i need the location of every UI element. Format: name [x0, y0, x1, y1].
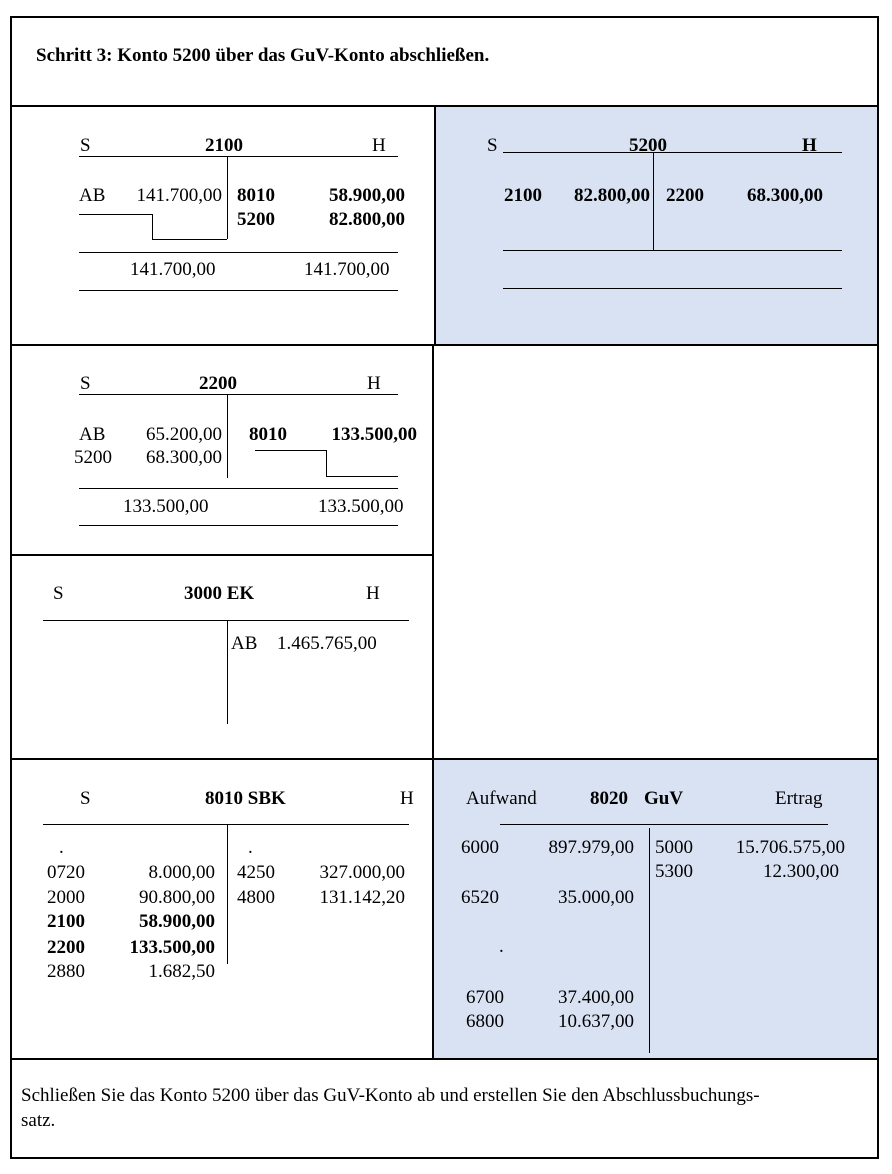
entry-code: 8010 [249, 424, 287, 445]
entry-code: 2100 [504, 185, 542, 206]
entry-code: AB [79, 424, 106, 445]
sum-line [79, 525, 398, 526]
entry-code: 2100 [47, 911, 85, 932]
entry-code: 6000 [461, 837, 499, 858]
haben-label: H [400, 788, 414, 809]
soll-label: S [80, 135, 91, 156]
grid-line [10, 554, 434, 556]
soll-label: S [80, 373, 91, 394]
entry-amount: 15.706.575,00 [735, 837, 845, 858]
entry-amount: 133.500,00 [331, 424, 417, 445]
soll-label: S [487, 135, 498, 156]
t-account-divider [227, 394, 228, 478]
entry-code: 5300 [655, 861, 693, 882]
haben-label: H [367, 373, 381, 394]
soll-label: S [53, 583, 64, 604]
haben-label: H [366, 583, 380, 604]
entry-amount: 897.979,00 [548, 837, 634, 858]
ertrag-label: Ertrag [775, 788, 823, 809]
soll-label: S [80, 788, 91, 809]
entry-amount: 327.000,00 [319, 862, 405, 883]
sum-line [79, 488, 398, 489]
grid-line [434, 106, 436, 345]
grid-line [10, 344, 879, 346]
buchhalternase-line [326, 450, 327, 476]
task-instruction-line2: satz. [21, 1110, 56, 1131]
t-account-divider [649, 828, 650, 1053]
entry-code: 2880 [47, 961, 85, 982]
account-number: 3000 EK [184, 583, 255, 604]
ellipsis-dot: . [248, 837, 253, 858]
entry-code: 0720 [47, 862, 85, 883]
entry-code: 6520 [461, 887, 499, 908]
t-account-divider [227, 824, 228, 964]
entry-code: 5000 [655, 837, 693, 858]
t-account-header-line [503, 152, 842, 153]
sum-line [79, 252, 398, 253]
account-number: 5200 [629, 135, 667, 156]
buchhalternase-line [152, 239, 227, 240]
entry-code: 6700 [466, 987, 504, 1008]
entry-amount: 12.300,00 [763, 861, 839, 882]
grid-line [10, 105, 879, 107]
account-number: 8010 SBK [205, 788, 286, 809]
buchhalternase-line [255, 450, 326, 451]
t-account-header-line [79, 394, 398, 395]
page-title: Schritt 3: Konto 5200 über das GuV-Konto abschließen. [36, 45, 490, 66]
entry-amount: 10.637,00 [558, 1011, 634, 1032]
entry-amount: 37.400,00 [558, 987, 634, 1008]
t-account-divider [653, 152, 654, 250]
entry-amount: 131.142,20 [319, 887, 405, 908]
sum-line [503, 288, 842, 289]
entry-code: AB [79, 185, 106, 206]
buchhalternase-line [326, 476, 398, 477]
entry-code: 5200 [237, 209, 275, 230]
entry-amount: 1.465.765,00 [277, 633, 377, 654]
entry-amount: 82.800,00 [329, 209, 405, 230]
account-number: 8020 [590, 788, 628, 809]
sum-line [79, 290, 398, 291]
entry-amount: 68.300,00 [747, 185, 823, 206]
entry-code: 2000 [47, 887, 85, 908]
aufwand-label: Aufwand [466, 788, 537, 809]
grid-line [10, 1058, 879, 1060]
entry-code: 4800 [237, 887, 275, 908]
sum-right: 141.700,00 [304, 259, 390, 280]
t-account-header-line [43, 620, 409, 621]
buchhalternase-line [152, 214, 153, 239]
entry-code: 4250 [237, 862, 275, 883]
entry-amount: 82.800,00 [574, 185, 650, 206]
t-account-header-line [79, 156, 398, 157]
grid-line [10, 758, 879, 760]
entry-amount: 1.682,50 [148, 961, 215, 982]
t-account-divider [227, 156, 228, 239]
account-number: 2100 [205, 135, 243, 156]
task-instruction: Schließen Sie das Konto 5200 über das GuV-Konto ab und erstellen Sie den Abschlussbuchungs- [21, 1085, 760, 1106]
haben-label: H [802, 135, 817, 156]
t-account-header-line [500, 824, 828, 825]
sum-left: 133.500,00 [123, 496, 209, 517]
sum-left: 141.700,00 [130, 259, 216, 280]
t-account-header-line [43, 824, 409, 825]
t-account-divider [227, 620, 228, 724]
entry-amount: 8.000,00 [148, 862, 215, 883]
entry-code: 8010 [237, 185, 275, 206]
entry-code: AB [231, 633, 258, 654]
entry-amount: 141.700,00 [136, 185, 222, 206]
entry-amount: 90.800,00 [139, 887, 215, 908]
entry-code: 5200 [74, 447, 112, 468]
ellipsis-dot: . [59, 837, 64, 858]
entry-code: 6800 [466, 1011, 504, 1032]
entry-amount: 65.200,00 [146, 424, 222, 445]
buchhalternase-line [79, 214, 152, 215]
entry-amount: 35.000,00 [558, 887, 634, 908]
sum-right: 133.500,00 [318, 496, 404, 517]
entry-amount: 68.300,00 [146, 447, 222, 468]
entry-amount: 58.900,00 [139, 911, 215, 932]
grid-line [432, 345, 434, 1059]
entry-amount: 133.500,00 [129, 937, 215, 958]
entry-code: 2200 [666, 185, 704, 206]
entry-code: 2200 [47, 937, 85, 958]
account-number: 2200 [199, 373, 237, 394]
entry-amount: 58.900,00 [329, 185, 405, 206]
account-name: GuV [644, 788, 684, 809]
sum-line [503, 250, 842, 251]
haben-label: H [372, 135, 386, 156]
ellipsis-dot: . [499, 936, 504, 957]
